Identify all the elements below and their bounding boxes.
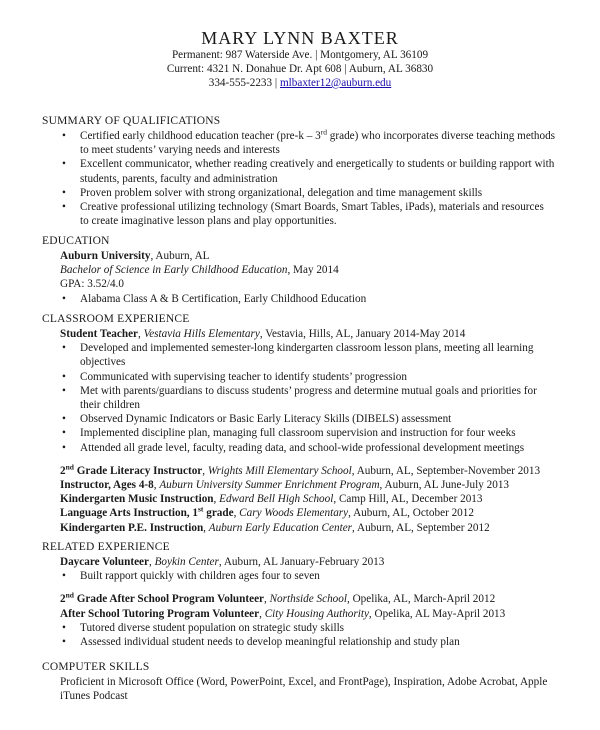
summary-item: • Excellent communicator, whether reading creatively and energetically to students or building rapport with students, parents, faculty and administration: [42, 157, 562, 185]
summary-item: • Certified early childhood education teacher (pre-k – 3rd grade) who incorporates diverse teaching methods to meet students’ varying needs and interests: [42, 129, 562, 157]
degree-name: Bachelor of Science in Early Childhood Education: [60, 264, 288, 277]
education-list: [42, 292, 562, 306]
duty-item: • Built rapport quickly with children ages four to seven: [42, 569, 562, 583]
role-line: Student Teacher, Vestavia Hills Elementary, Vestavia, Hills, AL, January 2014-May 2014: [60, 328, 466, 340]
classroom-section: [42, 312, 562, 535]
related-section: [42, 540, 562, 649]
role-line: Language Arts Instruction, 1st grade, Cary Woods Elementary, Auburn, AL, October 2012: [60, 504, 474, 520]
school-name: Auburn University: [60, 250, 151, 262]
duty-item: • Attended all grade level, faculty, reading data, and school-wide professional development meetings: [42, 441, 562, 455]
phone-number: 334-555-2233 |: [208, 77, 280, 89]
current-address: Current: 4321 N. Donahue Dr. Apt 608 | Auburn, AL 36830: [166, 63, 434, 75]
summary-heading: SUMMARY OF QUALIFICATIONS: [42, 115, 221, 127]
summary-item: • Creative professional utilizing technology (Smart Boards, Smart Tables, iPads), materials and resources to create imaginative lesson plans and play opportunities.: [42, 200, 562, 228]
role-line: 2nd Grade Literacy Instructor, Wrights Mill Elementary School, Auburn, AL, September-November 2013: [60, 462, 541, 477]
education-section: [42, 234, 562, 306]
duty-item: • Met with parents/guardians to discuss students’ progress and determine mutual goals and priorities for their children: [42, 384, 562, 412]
permanent-address: Permanent: 987 Waterside Ave. | Montgomery, AL 36109: [171, 49, 429, 61]
role-line: Daycare Volunteer, Boykin Center, Auburn, AL January-February 2013: [60, 556, 385, 568]
skills-section: [42, 660, 562, 703]
email-link[interactable]: mlbaxter12@auburn.edu: [279, 77, 392, 89]
duty-item: • Implemented discipline plan, managing full classroom supervision and instruction for four weeks: [42, 426, 562, 440]
summary-list: [42, 129, 562, 228]
daycare-duties: [42, 569, 562, 583]
role-line: Instructor, Ages 4-8, Auburn University Summer Enrichment Program, Auburn, AL June-July 2013: [60, 479, 510, 492]
summary-section: [42, 114, 562, 228]
related-heading: RELATED EXPERIENCE: [42, 541, 170, 553]
skills-heading: COMPUTER SKILLS: [42, 661, 150, 673]
skills-line: Proficient in Microsoft Office (Word, PowerPoint, Excel, and FrontPage), Inspiration, Adobe Acrobat, Apple: [60, 676, 548, 688]
duty-item: • Observed Dynamic Indicators or Basic Early Literacy Skills (DIBELS) assessment: [42, 412, 562, 426]
resume-header: [0, 28, 600, 90]
duty-item: • Assessed individual student needs to develop meaningful relationship and study plan: [42, 635, 562, 649]
degree-line: Bachelor of Science in Early Childhood Education, May 2014: [60, 264, 339, 277]
certification-item: • Alabama Class A & B Certification, Early Childhood Education: [42, 292, 562, 306]
phone-email-line: [0, 76, 600, 90]
duty-item: • Communicated with supervising teacher to identify students’ progression: [42, 370, 562, 384]
role-line: After School Tutoring Program Volunteer, City Housing Authority, Opelika, AL May-April 2013: [60, 607, 506, 620]
role-line: Kindergarten P.E. Instruction, Auburn Early Education Center, Auburn, AL, September 2012: [60, 521, 490, 534]
skills-line: iTunes Podcast: [60, 690, 128, 703]
classroom-heading: CLASSROOM EXPERIENCE: [42, 313, 190, 325]
student-teacher-duties: [42, 341, 562, 455]
tutoring-duties: [42, 621, 562, 649]
candidate-name: MARY LYNN BAXTER: [201, 28, 399, 48]
duty-item: • Tutored diverse student population on strategic study skills: [42, 621, 562, 635]
role-line: Kindergarten Music Instruction, Edward Bell High School, Camp Hill, AL, December 2013: [60, 493, 483, 506]
summary-item: • Proven problem solver with strong organizational, delegation and time management skills: [42, 186, 562, 200]
gpa-line: GPA: 3.52/4.0: [60, 278, 124, 291]
duty-item: • Developed and implemented semester-long kindergarten classroom lesson plans, meeting all learning objectives: [42, 341, 562, 369]
education-heading: EDUCATION: [42, 235, 110, 247]
role-line: 2nd Grade After School Program Volunteer, Northside School, Opelika, AL, March-April 2012: [60, 590, 496, 606]
school-line: Auburn University, Auburn, AL: [60, 250, 210, 262]
